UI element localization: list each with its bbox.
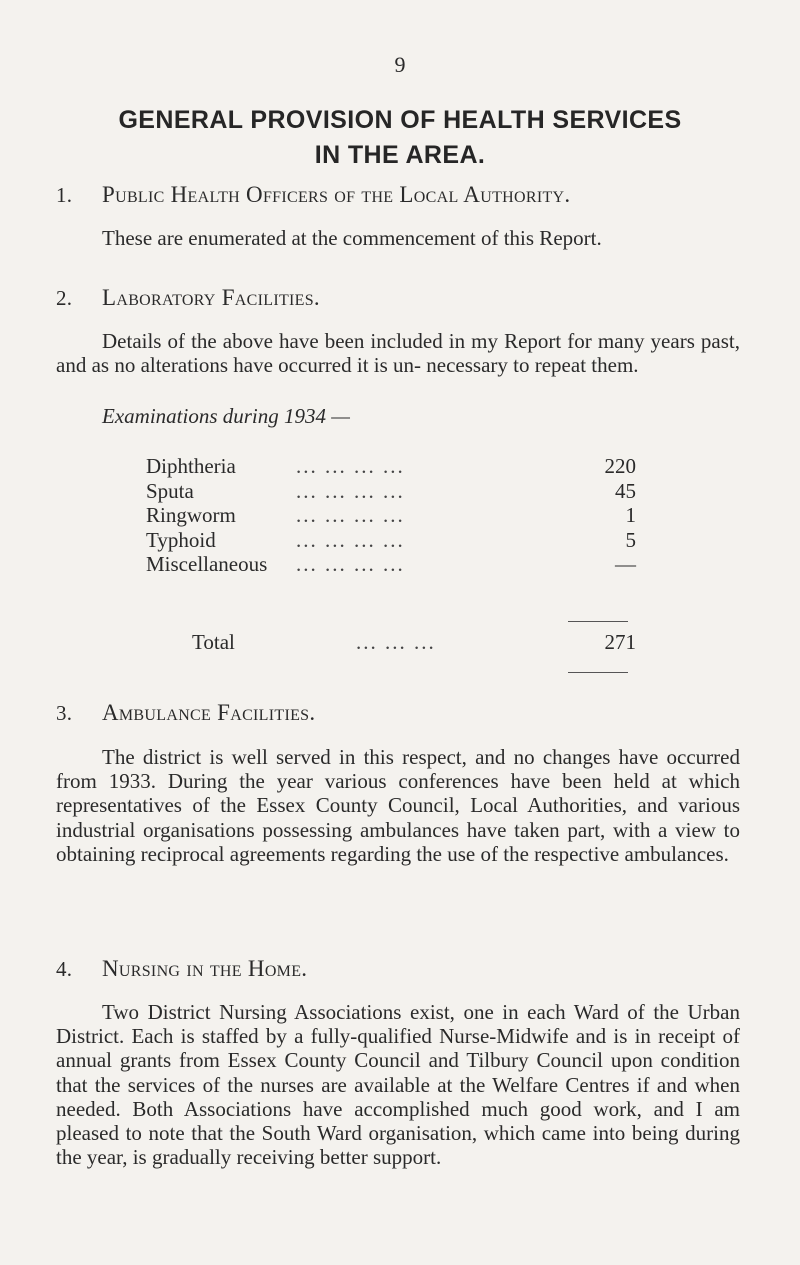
row-label: Ringworm xyxy=(146,503,236,527)
examinations-heading: Examinations during 1934 — xyxy=(102,404,350,428)
row-leader: ... ... ... ... xyxy=(296,503,405,527)
section-1-number: 1. xyxy=(56,183,73,207)
row-value: 45 xyxy=(615,478,636,503)
total-value: 271 xyxy=(604,630,636,654)
section-3-title xyxy=(56,700,315,726)
section-4-title-text: Nursing in the Home. xyxy=(102,956,308,981)
section-3-title-text: Ambulance Facilities. xyxy=(102,700,316,725)
row-label: Miscellaneous xyxy=(146,552,268,576)
row-value: — xyxy=(615,552,636,576)
section-1-body: These are enumerated at the commencement of this Report. xyxy=(102,226,602,250)
section-2-title-text: Laboratory Facilities. xyxy=(102,285,320,310)
section-4-number: 4. xyxy=(56,957,73,981)
row-value: 220 xyxy=(604,454,636,478)
section-2-body: Details of the above have been included in my Report for many years past, and as no alterations have occurred it is un- necessary to repeat them. xyxy=(56,329,740,378)
section-4-title xyxy=(56,956,307,982)
total-leader: ... ... ... xyxy=(356,630,436,654)
table-row xyxy=(146,503,636,528)
row-label: Sputa xyxy=(146,478,194,503)
row-value: 1 xyxy=(625,503,636,527)
section-3-body: The district is well served in this respect, and no changes have occurred from 1933. During the year various conferences have been held at which representatives of the Essex County Council, Local Authorities, and various industrial organisations possessing ambulances have taken part, with a view to obtaining reciprocal agreements regarding the use of the respective ambulances. xyxy=(56,745,740,866)
table-row xyxy=(146,528,636,553)
page-number: 9 xyxy=(394,52,406,77)
row-label: Typhoid xyxy=(146,527,216,552)
row-leader: ... ... ... ... xyxy=(296,552,405,576)
section-1-title-text: Public Health Officers of the Local Authority. xyxy=(102,182,571,207)
section-4-body: Two District Nursing Associations exist, one in each Ward of the Urban District. Each is staffed by a fully-qualified Nurse-Midwife and is in receipt of annual grants from Essex County Council and Tilbury Council upon condition that the services of the nurses are available at the Welfare Centres if and when needed. Both Associations have accomplished much good work, and I am pleased to note that the South Ward organisation, which came into being during the year, is gradually receiving better support. xyxy=(56,1000,740,1170)
total-row xyxy=(146,630,636,656)
table-row xyxy=(146,552,636,577)
page-title xyxy=(0,103,800,173)
total-rule-bottom xyxy=(568,672,628,673)
section-2-number: 2. xyxy=(56,286,73,310)
total-rule-top xyxy=(568,621,628,622)
row-value: 5 xyxy=(625,527,636,552)
page-title-line-2: IN THE AREA. xyxy=(314,141,486,169)
row-leader: ... ... ... ... xyxy=(296,527,405,552)
table-row xyxy=(146,454,636,479)
row-leader: ... ... ... ... xyxy=(296,478,405,503)
section-2-title xyxy=(56,285,320,311)
row-leader: ... ... ... ... xyxy=(296,454,405,478)
section-1-title xyxy=(56,182,570,208)
total-label: Total xyxy=(192,630,235,654)
examinations-table xyxy=(146,454,636,577)
row-label: Diphtheria xyxy=(146,454,236,478)
section-3-number: 3. xyxy=(56,701,73,725)
table-row xyxy=(146,479,636,504)
page-title-line-1: GENERAL PROVISION OF HEALTH SERVICES xyxy=(118,106,682,134)
